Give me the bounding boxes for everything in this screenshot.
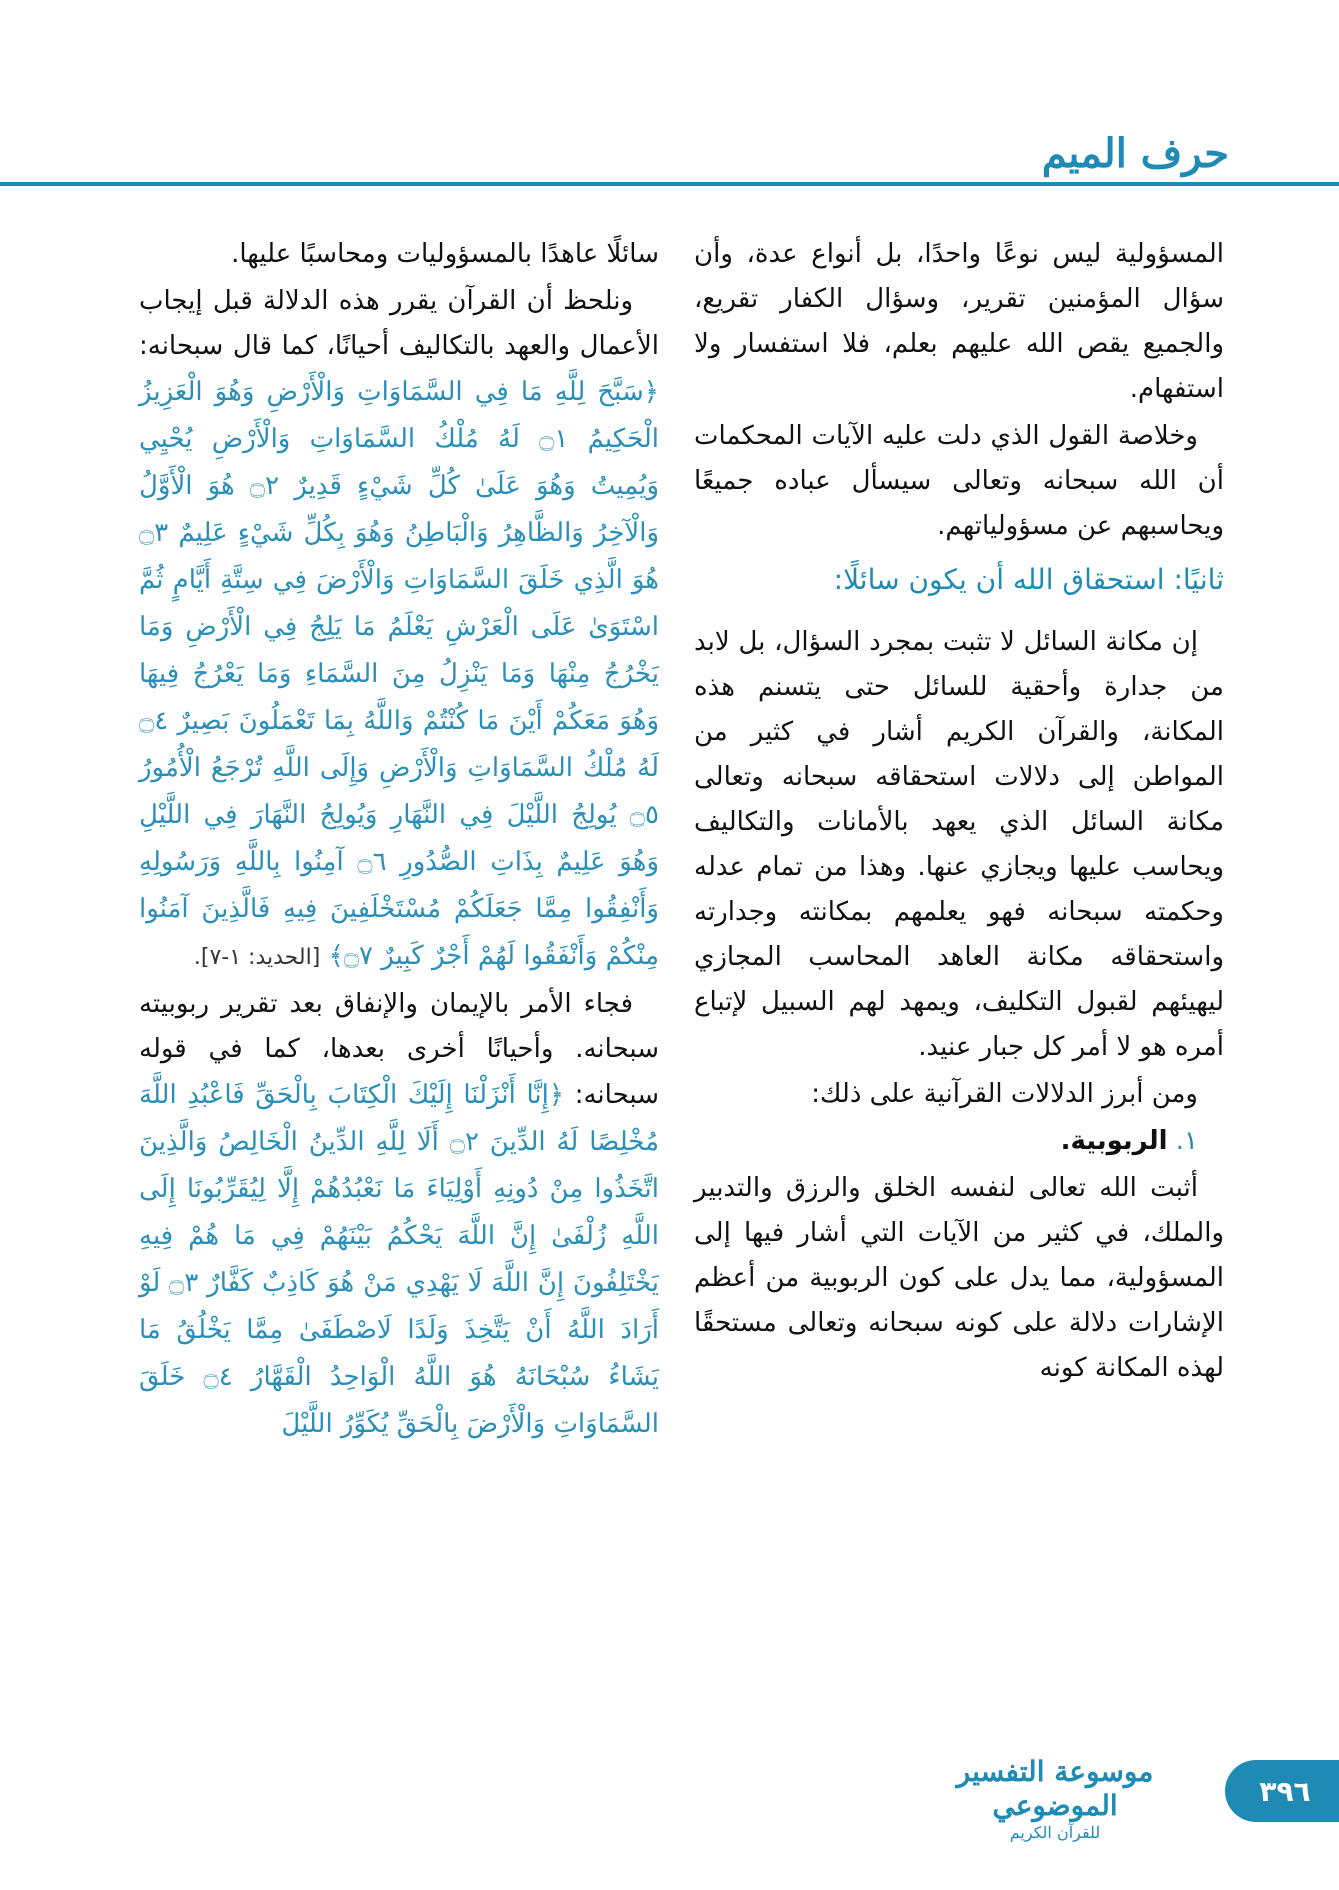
list-item	[694, 1119, 1224, 1164]
paragraph-text: فجاء الأمر بالإيمان والإنفاق بعد تقرير ربوبيته سبحانه. وأحيانًا أخرى بعدها، كما في قوله سبحانه:	[139, 989, 659, 1110]
encyclopedia-logo	[930, 1755, 1180, 1842]
page-header-title: حرف الميم	[1041, 130, 1229, 177]
section-heading: ثانيًا: استحقاق الله أن يكون سائلًا:	[833, 563, 1224, 596]
list-item-label: الربوبية.	[1060, 1126, 1168, 1156]
paragraph	[139, 982, 659, 1448]
paragraph: وخلاصة القول الذي دلت عليه الآيات المحكمات أن الله سبحانه وتعالى سيسأل عباده جميعًا ويحاسبهم عن مسؤولياتهم.	[694, 421, 1224, 541]
paragraph: ومن أبرز الدلالات القرآنية على ذلك:	[811, 1079, 1198, 1109]
logo-subtitle: للقرآن الكريم	[1009, 1823, 1101, 1842]
paragraph: إن مكانة السائل لا تثبت بمجرد السؤال، بل لابد من جدارة وأحقية للسائل حتى يتسنم هذه المكانة، والقرآن الكريم أشار في كثير من المواطن إلى دلالات استحقاقه سبحانه وتعالى مكانة السائل الذي يعهد بالأمانات والتكاليف ويحاسب عليها ويجازي عنها. وهذا من تمام عدله وحكمته سبحانه فهو يعلمهم بمكانته وجدارته واستحقاقه مكانة العاهد المحاسب المجازي ليهيئهم لقبول التكليف، ويمهد لهم السبيل لإتباع أمره هو لا أمر كل جبار عنيد.	[694, 627, 1224, 1062]
quran-verse-block: ﴿إِنَّا أَنْزَلْنَا إِلَيْكَ الْكِتَابَ بِالْحَقِّ فَاعْبُدِ اللَّهَ مُخْلِصًا لَهُ الدِّينَ ۝٢ أَلَا لِلَّهِ الدِّينُ الْخَالِصُ وَالَّذِينَ اتَّخَذُوا مِنْ دُونِهِ أَوْلِيَاءَ مَا نَعْبُدُهُمْ إِلَّا لِيُقَرِّبُونَا إِلَى اللَّهِ زُلْفَىٰ إِنَّ اللَّهَ يَحْكُمُ بَيْنَهُمْ فِي مَا هُمْ فِيهِ يَخْتَلِفُونَ إِنَّ اللَّهَ لَا يَهْدِي مَنْ هُوَ كَاذِبٌ كَفَّارٌ ۝٣ لَوْ أَرَادَ اللَّهُ أَنْ يَتَّخِذَ وَلَدًا لَاصْطَفَىٰ مِمَّا يَخْلُقُ مَا يَشَاءُ سُبْحَانَهُ هُوَ اللَّهُ الْوَاحِدُ الْقَهَّارُ ۝٤ خَلَقَ السَّمَاوَاتِ وَالْأَرْضَ بِالْحَقِّ يُكَوِّرُ اللَّيْلَ	[139, 1080, 660, 1439]
paragraph: المسؤولية ليس نوعًا واحدًا، بل أنواع عدة، وأن سؤال المؤمنين تقرير، وسؤال الكفار تقريع، والجميع يقص الله عليهم بعلم، فلا استفسار ولا استفهام.	[694, 239, 1224, 404]
list-item-number: ١.	[1175, 1126, 1198, 1156]
left-text-column	[139, 232, 659, 1450]
paragraph	[139, 279, 659, 980]
right-text-column	[694, 232, 1224, 1393]
page-number-badge: ٣٩٦	[1225, 1760, 1339, 1822]
header-divider	[0, 182, 1339, 186]
paragraph-text: ونلحظ أن القرآن يقرر هذه الدلالة قبل إيجاب الأعمال والعهد بالتكاليف أحيانًا، كما قال سبحانه:	[139, 286, 659, 361]
logo-title: موسوعة التفسير الموضوعي	[956, 1755, 1154, 1822]
verse-reference: [الحديد: ١-٧].	[193, 945, 321, 970]
paragraph: سائلًا عاهدًا بالمسؤوليات ومحاسبًا عليها.	[231, 239, 659, 269]
quran-verse-block: ﴿سَبَّحَ لِلَّهِ مَا فِي السَّمَاوَاتِ وَالْأَرْضِ وَهُوَ الْعَزِيزُ الْحَكِيمُ ۝١ لَهُ مُلْكُ السَّمَاوَاتِ وَالْأَرْضِ يُحْيِي وَيُمِيتُ وَهُوَ عَلَىٰ كُلِّ شَيْءٍ قَدِيرٌ ۝٢ هُوَ الْأَوَّلُ وَالْآخِرُ وَالظَّاهِرُ وَالْبَاطِنُ وَهُوَ بِكُلِّ شَيْءٍ عَلِيمٌ ۝٣ هُوَ الَّذِي خَلَقَ السَّمَاوَاتِ وَالْأَرْضَ فِي سِتَّةِ أَيَّامٍ ثُمَّ اسْتَوَىٰ عَلَى الْعَرْشِ يَعْلَمُ مَا يَلِجُ فِي الْأَرْضِ وَمَا يَخْرُجُ مِنْهَا وَمَا يَنْزِلُ مِنَ السَّمَاءِ وَمَا يَعْرُجُ فِيهَا وَهُوَ مَعَكُمْ أَيْنَ مَا كُنْتُمْ وَاللَّهُ بِمَا تَعْمَلُونَ بَصِيرٌ ۝٤ لَهُ مُلْكُ السَّمَاوَاتِ وَالْأَرْضِ وَإِلَى اللَّهِ تُرْجَعُ الْأُمُورُ ۝٥ يُولِجُ اللَّيْلَ فِي النَّهَارِ وَيُولِجُ النَّهَارَ فِي اللَّيْلِ وَهُوَ عَلِيمٌ بِذَاتِ الصُّدُورِ ۝٦ آمِنُوا بِاللَّهِ وَرَسُولِهِ وَأَنْفِقُوا مِمَّا جَعَلَكُمْ مُسْتَخْلَفِينَ فِيهِ فَالَّذِينَ آمَنُوا مِنْكُمْ وَأَنْفَقُوا لَهُمْ أَجْرٌ كَبِيرٌ ۝٧﴾	[139, 377, 660, 971]
paragraph: أثبت الله تعالى لنفسه الخلق والرزق والتدبير والملك، في كثير من الآيات التي أشار فيها إلى المسؤولية، مما يدل على كون الربوبية من أعظم الإشارات دلالة على كونه سبحانه وتعالى مستحقًا لهذه المكانة كونه	[694, 1173, 1224, 1383]
